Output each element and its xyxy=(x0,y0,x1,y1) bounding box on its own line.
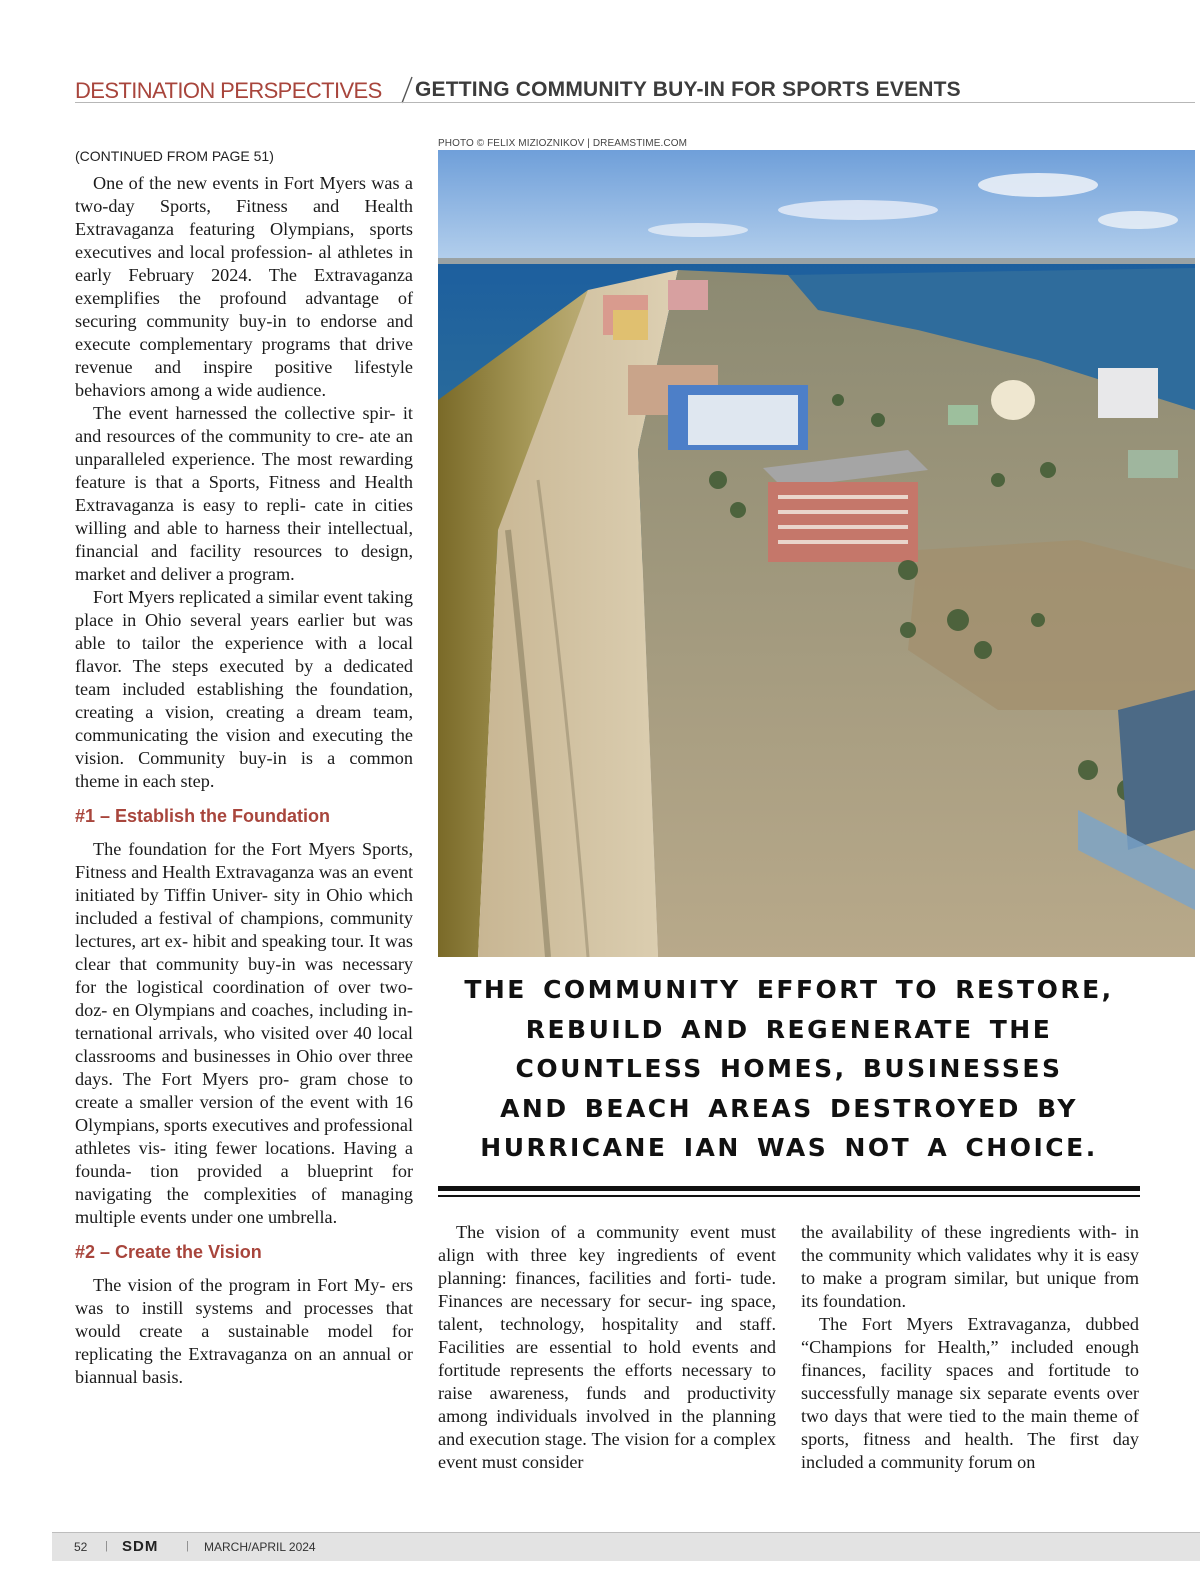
paragraph: the availability of these ingredients with- in the community which validates why it is easy to make a program similar, but unique from its foundation. xyxy=(801,1222,1139,1311)
photo-credit: PHOTO © FELIX MIZIOZNIKOV | DREAMSTIME.COM xyxy=(438,138,687,149)
pull-quote-line: COUNTLESS HOMES, BUSINESSES xyxy=(515,1054,1063,1083)
continued-note: (CONTINUED FROM PAGE 51) xyxy=(75,148,274,164)
paragraph: The event harnessed the collective spir- it and resources of the community to cre- ate an unparalleled experience. The most rewarding feature is that a Sports, Fitness and Health Extravaganza is easy to repli- cate in cities willing and able to harness their intellectual, financial and facility resources to design, market and deliver a program. xyxy=(75,403,413,584)
body-column-middle xyxy=(438,1221,776,1474)
paragraph: One of the new events in Fort Myers was a two-day Sports, Fitness and Health Extravaganza featuring Olympians, sports executives and local profession- al athletes in early February 2024. The Extravaganza exemplifies the profound advantage of securing community buy-in to endorse and execute complementary programs that drive revenue and inspire positive lifestyle behaviors among a wide audience. xyxy=(75,173,413,400)
issue-date: MARCH/APRIL 2024 xyxy=(204,1540,316,1554)
subhead-create-vision: #2 – Create the Vision xyxy=(75,1242,262,1262)
paragraph: The foundation for the Fort Myers Sports, Fitness and Health Extravaganza was an event initiated by Tiffin Univer- sity in Ohio which included a festival of champions, community lectures, art ex- hibit and speaking tour. It was clear that community buy-in was necessary for the logistical coordination of over two-doz- en Olympians and coaches, including in- ternational arrivals, who visited over 40 local classrooms and businesses in Ohio over three days. The Fort Myers pro- gram chose to create a smaller version of the event with 16 Olympians, sports executives and professional athletes vis- iting fewer locations. Having a founda- tion provided a blueprint for navigating the complexities of managing multiple events under one umbrella. xyxy=(75,839,413,1227)
footer-separator: | xyxy=(105,1540,108,1552)
page-footer xyxy=(52,1532,1200,1561)
aerial-beach-photo xyxy=(438,150,1195,957)
pull-quote-line: HURRICANE IAN WAS NOT A CHOICE. xyxy=(480,1133,1098,1162)
paragraph: Fort Myers replicated a similar event taking place in Ohio several years earlier but was able to tailor the experience with a local flavor. The steps executed by a dedicated team included establishing the foundation, creating a vision, creating a dream team, communicating the vision and executing the vision. Community buy-in is a common theme in each step. xyxy=(75,587,413,791)
paragraph: The vision of the program in Fort My- ers was to instill systems and processes that would create a sustainable model for replicating the Extravaganza on an annual or biannual basis. xyxy=(75,1275,413,1387)
pull-quote-rule-thin xyxy=(438,1195,1140,1197)
pull-quote-line: THE COMMUNITY EFFORT TO RESTORE, xyxy=(464,975,1114,1004)
pull-quote-rule xyxy=(438,1186,1140,1191)
beach-illustration xyxy=(438,150,1195,957)
paragraph: The Fort Myers Extravaganza, dubbed “Champions for Health,” included enough finances, facility spaces and fortitude to successfully manage six separate events over two days that were tied to the main theme of sports, fitness and health. The first day included a community forum on xyxy=(801,1314,1139,1472)
page-header xyxy=(75,74,1195,106)
body-column-right xyxy=(801,1221,1139,1474)
magazine-logo: SDM xyxy=(122,1538,159,1555)
footer-separator: | xyxy=(186,1540,189,1552)
body-column-left xyxy=(75,172,413,1389)
article-title: GETTING COMMUNITY BUY-IN FOR SPORTS EVENTS xyxy=(415,78,961,101)
pull-quote-line: AND BEACH AREAS DESTROYED BY xyxy=(500,1093,1078,1123)
paragraph: The vision of a community event must align with three key ingredients of event planning: finances, facilities and forti- tude. Finances are necessary for secur- ing space, talent, technology, hospitality and staff. Facilities are essential to hold events and fortitude represents the efforts necessary to raise awareness, funds and productivity among individuals involved in the planning and execution stage. The vision for a complex event must consider xyxy=(438,1222,776,1472)
header-rule xyxy=(75,102,1195,103)
pull-quote xyxy=(438,970,1140,1168)
page-number: 52 xyxy=(74,1540,88,1554)
subhead-establish-foundation: #1 – Establish the Foundation xyxy=(75,806,331,826)
pull-quote-line: REBUILD AND REGENERATE THE xyxy=(525,1014,1053,1044)
slash-divider-icon xyxy=(400,76,414,104)
section-label: DESTINATION PERSPECTIVES xyxy=(75,78,382,103)
